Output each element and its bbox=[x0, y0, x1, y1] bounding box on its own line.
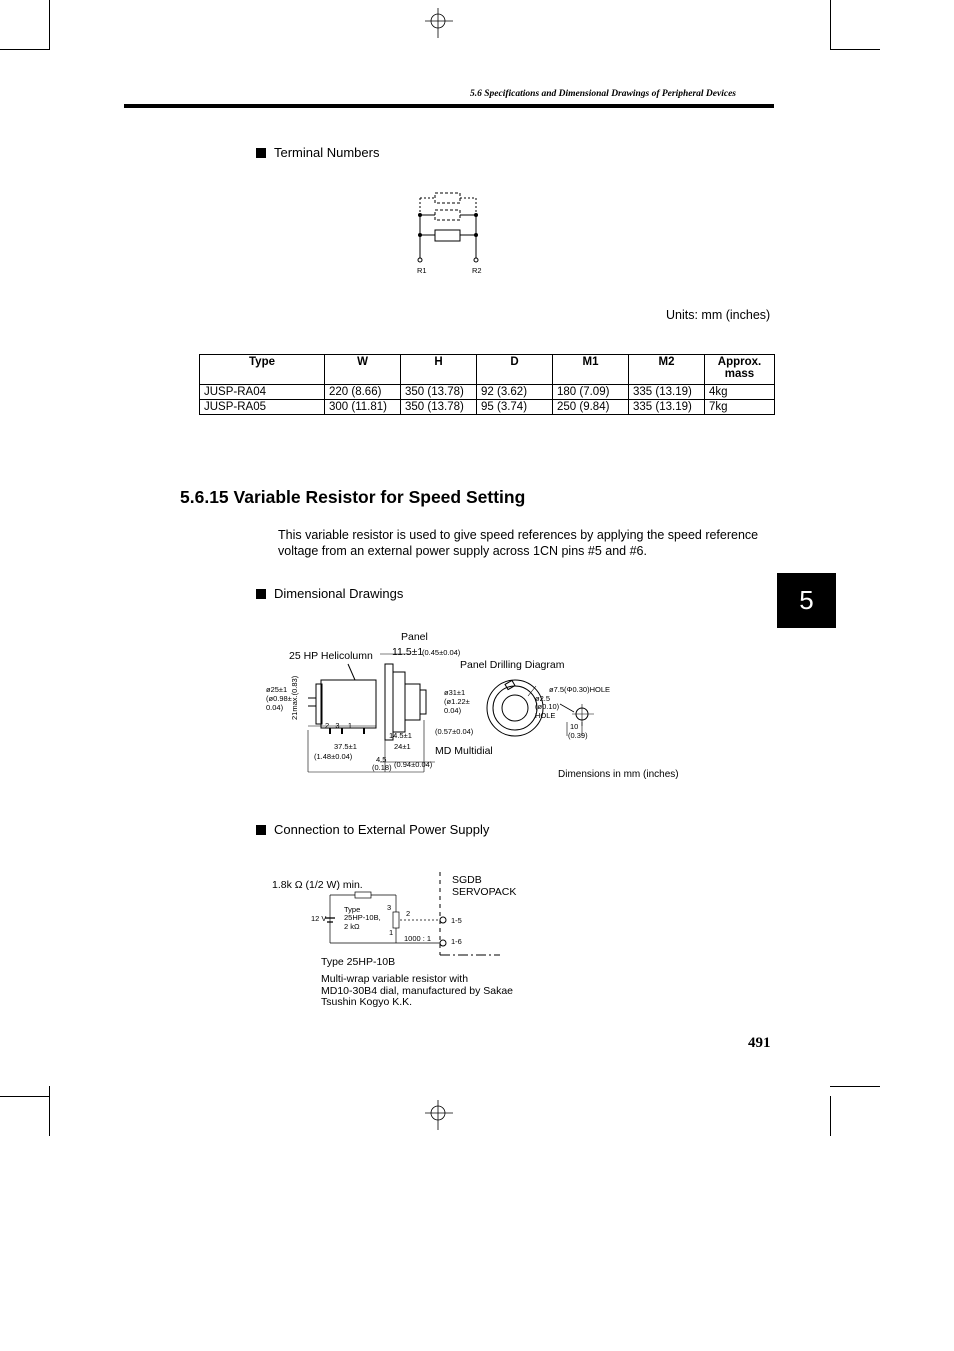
header-rule bbox=[124, 104, 774, 108]
dimensional-drawings-heading bbox=[256, 586, 403, 601]
crop-mark bbox=[830, 49, 880, 50]
terminal-label-r2: R2 bbox=[472, 266, 482, 275]
heading-text: Terminal Numbers bbox=[274, 145, 380, 160]
dim-37-5: 37.5±1 bbox=[334, 742, 357, 751]
label-helicolumn: 25 HP Helicolumn bbox=[289, 650, 373, 662]
column-header: Type bbox=[200, 355, 325, 385]
table-cell: 350 (13.78) bbox=[401, 400, 477, 415]
label-p16: 1-6 bbox=[451, 937, 462, 946]
crop-mark bbox=[0, 1096, 50, 1097]
table-cell: 180 (7.09) bbox=[553, 385, 629, 400]
dim-dia25-inches2: 0.04) bbox=[266, 703, 284, 712]
registration-mark bbox=[425, 1100, 455, 1130]
dim-24: 24±1 bbox=[394, 742, 411, 751]
label-12v: 12 V bbox=[311, 914, 327, 923]
units-note: Units: mm (inches) bbox=[666, 308, 771, 322]
dim-039: (0.39) bbox=[568, 731, 588, 740]
dim-dia25: ø25±1 bbox=[266, 685, 288, 694]
table-cell: 95 (3.74) bbox=[477, 400, 553, 415]
heading-text: Connection to External Power Supply bbox=[274, 822, 490, 837]
table-cell: 250 (9.84) bbox=[553, 400, 629, 415]
label-resistor: 1.8k Ω (1/2 W) min. bbox=[272, 879, 363, 891]
column-header: W bbox=[325, 355, 401, 385]
column-header: M2 bbox=[629, 355, 705, 385]
terminal-label-r1: R1 bbox=[417, 266, 427, 275]
pin-numbers: 2 3 1 bbox=[325, 721, 353, 730]
dim-4-5: 4.5 bbox=[376, 755, 387, 764]
dim-094: (0.94±0.04) bbox=[394, 760, 433, 769]
label-type-small: Type bbox=[344, 905, 361, 914]
caption-line: Tsushin Kogyo K.K. bbox=[321, 996, 413, 1008]
table-header-row bbox=[200, 355, 775, 385]
table-cell: 4kg bbox=[705, 385, 775, 400]
dim-11-5: 11.5±1 bbox=[392, 646, 424, 658]
table-row bbox=[200, 400, 775, 415]
chapter-tab: 5 bbox=[777, 573, 836, 628]
dim-dia31: ø31±1 bbox=[444, 688, 466, 697]
crop-mark bbox=[830, 1096, 831, 1136]
column-header: Approx. mass bbox=[705, 355, 775, 385]
column-header: M1 bbox=[553, 355, 629, 385]
table-cell: 92 (3.62) bbox=[477, 385, 553, 400]
label-p15: 1-5 bbox=[451, 916, 462, 925]
dim-057: (0.57±0.04) bbox=[435, 727, 474, 736]
page-number: 491 bbox=[748, 1035, 771, 1051]
section-title: 5.6.15 Variable Resistor for Speed Setting bbox=[180, 487, 526, 507]
heading-text: Dimensional Drawings bbox=[274, 586, 404, 601]
crop-mark bbox=[49, 0, 50, 50]
dim-148: (1.48±0.04) bbox=[314, 752, 353, 761]
dim-11-5-inches: (0.45±0.04) bbox=[422, 648, 461, 657]
bullet-square-icon bbox=[256, 148, 266, 158]
table-cell: 7kg bbox=[705, 400, 775, 415]
label-panel: Panel bbox=[401, 631, 428, 643]
running-header: 5.6 Specifications and Dimensional Drawings of Peripheral Devices bbox=[470, 89, 736, 99]
dim-dia25-inches: (ø0.98± bbox=[266, 694, 292, 703]
connection-heading bbox=[256, 822, 489, 837]
label-type-small3: 2 kΩ bbox=[344, 922, 360, 931]
dim-dia31-inches: (ø1.22± bbox=[444, 697, 470, 706]
table-cell: 335 (13.19) bbox=[629, 400, 705, 415]
crop-mark bbox=[0, 49, 50, 50]
label-ratio: 1000 : 1 bbox=[404, 934, 432, 943]
registration-mark bbox=[425, 8, 455, 38]
label-sgdb: SGDB bbox=[452, 874, 482, 886]
table-row bbox=[200, 385, 775, 400]
label-type-small2: 25HP-10B, bbox=[344, 913, 381, 922]
caption-title: Type 25HP-10B bbox=[321, 956, 396, 968]
crop-mark bbox=[830, 1086, 880, 1087]
crop-mark bbox=[49, 1086, 50, 1136]
dim-10: 10 bbox=[570, 722, 579, 731]
label-panel-drilling: Panel Drilling Diagram bbox=[460, 659, 565, 671]
dim-21max: 21max.(0.83) bbox=[290, 675, 299, 720]
intro-paragraph: This variable resistor is used to give speed references by applying the speed reference voltage from an external power supply across 1CN pins #5 and #6. bbox=[278, 528, 759, 558]
bullet-square-icon bbox=[256, 589, 266, 599]
spec-table bbox=[199, 354, 775, 415]
crop-mark bbox=[830, 0, 831, 50]
dim-14-5: 14.5±1 bbox=[389, 731, 412, 740]
label-md-multidial: MD Multidial bbox=[435, 745, 493, 757]
label-servopack: SERVOPACK bbox=[452, 886, 517, 898]
label-pin1: 1 bbox=[389, 928, 394, 937]
dim-hole25-inches: (ø0.10) bbox=[535, 702, 560, 711]
dim-hole75: ø7.5(Φ0.30)HOLE bbox=[549, 685, 611, 694]
table-cell: 300 (11.81) bbox=[325, 400, 401, 415]
table-cell: 335 (13.19) bbox=[629, 385, 705, 400]
column-header: D bbox=[477, 355, 553, 385]
table-cell: 220 (8.66) bbox=[325, 385, 401, 400]
caption-line: Multi-wrap variable resistor with bbox=[321, 973, 469, 985]
terminal-numbers-heading bbox=[256, 145, 379, 160]
dim-hole25: ø2.5 bbox=[535, 694, 551, 703]
dim-dia31-inches2: 0.04) bbox=[444, 706, 462, 715]
table-cell: JUSP-RA05 bbox=[200, 400, 325, 415]
table-cell: 350 (13.78) bbox=[401, 385, 477, 400]
dim-hole-word: HOLE bbox=[535, 711, 556, 720]
dim-018: (0.18) bbox=[372, 763, 392, 772]
bullet-square-icon bbox=[256, 825, 266, 835]
dimensions-note: Dimensions in mm (inches) bbox=[558, 769, 679, 780]
label-pin2: 2 bbox=[406, 909, 411, 918]
label-pin3: 3 bbox=[387, 903, 392, 912]
caption-line: MD10-30B4 dial, manufactured by Sakae bbox=[321, 985, 514, 997]
column-header: H bbox=[401, 355, 477, 385]
table-cell: JUSP-RA04 bbox=[200, 385, 325, 400]
